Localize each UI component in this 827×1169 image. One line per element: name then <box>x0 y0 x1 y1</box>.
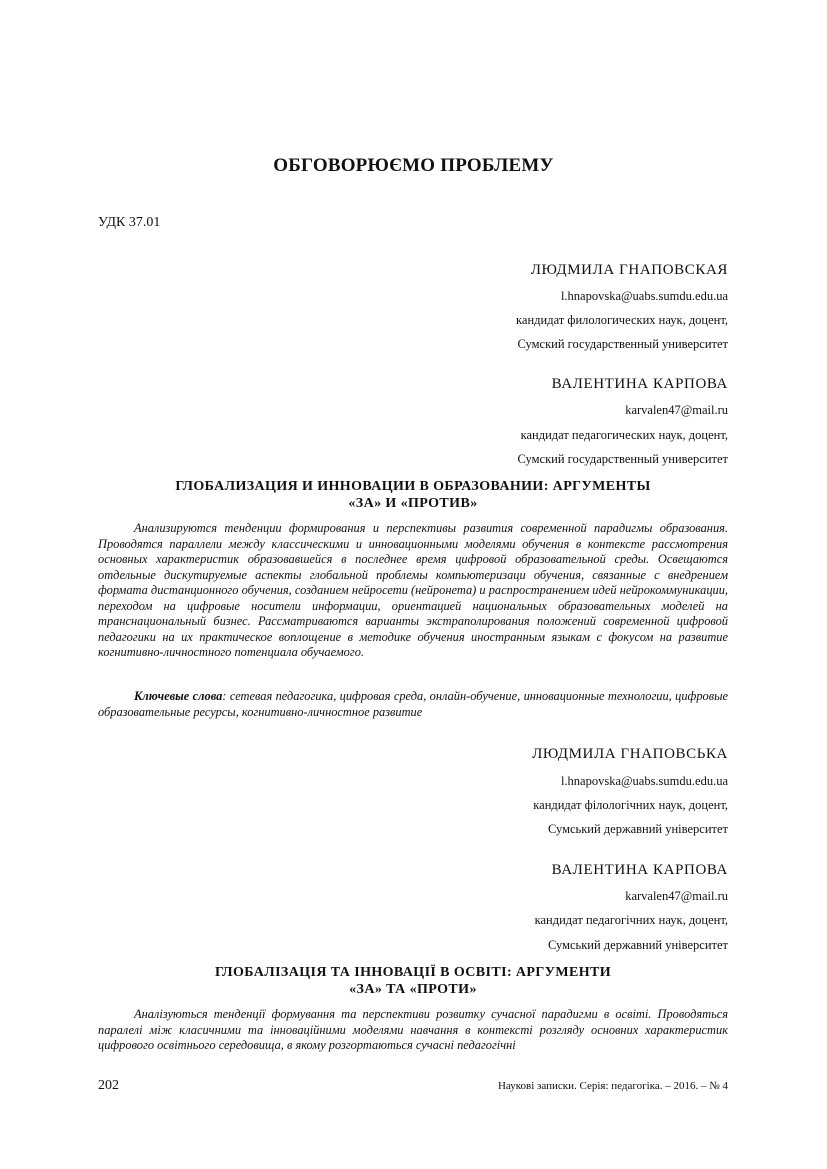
abstract-ua: Аналізуються тенденції формування та перспективи розвитку сучасної парадигми в освіті. Проводяться паралелі між класичними та інноваційними моделями навчання в контексті розгляду основних характеристик цифрового освітнього середовища, в якому розгортаються сучасні педагогічні <box>98 1007 728 1052</box>
udk-code: УДК 37.01 <box>98 215 161 230</box>
keywords-ru <box>98 689 728 720</box>
author-email: karvalen47@mail.ru <box>625 889 728 903</box>
article-title-ru <box>98 478 728 512</box>
article-title-line: «ЗА» И «ПРОТИВ» <box>348 496 478 511</box>
author-degree: кандидат филологических наук, доцент, <box>516 313 728 327</box>
author-email: karvalen47@mail.ru <box>625 403 728 417</box>
author-affiliation: Сумский государственный университет <box>517 337 728 351</box>
author-name: ВАЛЕНТИНА КАРПОВА <box>551 376 728 392</box>
author-degree: кандидат філологічних наук, доцент, <box>533 798 728 812</box>
author-email: l.hnapovska@uabs.sumdu.edu.ua <box>560 289 728 303</box>
abstract-ru: Анализируются тенденции формирования и перспективы развития современной парадигмы образования. Проводятся параллели между классическими и инновационными моделями обучения в контексте рассмотрения основных характеристик образовавшейся в последнее время цифровой образовательной среды. Освещаются отдельные дискутируемые аспекты глобальной проблемы компьютеризаци обучения, связанные с внедрением формата дистанционного обучения, созданием нейросети (нейронета) и распространением идей нейрокоммуникации, переходом на цифровые носители информации, ориентацией национальных образовательных моделей на транснациональный бизнес. Рассматриваются варианты экстраполирования положений современной цифровой педагогики на их практическое воплощение в методике обучения иностранным языкам с фокусом на развитие когнитивно-личностного потенциала обучаемого. <box>98 521 728 659</box>
keywords-text: : сетевая педагогика, цифровая среда, онлайн-обучение, инновационные технологии, цифровые образовательные ресурсы, когнитивно-личностное развитие <box>98 689 728 719</box>
author-name: ЛЮДМИЛА ГНАПОВСЬКА <box>532 746 728 762</box>
author-affiliation: Сумський державний університет <box>547 938 728 952</box>
author-affiliation: Сумський державний університет <box>547 822 728 836</box>
article-title-ua <box>98 964 728 998</box>
author-email: l.hnapovska@uabs.sumdu.edu.ua <box>560 774 728 788</box>
author-degree: кандидат педагогічних наук, доцент, <box>534 913 728 927</box>
author-affiliation: Сумский государственный университет <box>517 452 728 466</box>
page-number: 202 <box>98 1078 119 1093</box>
author-name: ЛЮДМИЛА ГНАПОВСКАЯ <box>530 262 728 278</box>
journal-footer: Наукові записки. Серія: педагогіка. – 2016. – № 4 <box>497 1080 728 1092</box>
article-title-line: «ЗА» ТА «ПРОТИ» <box>349 982 477 997</box>
author-degree: кандидат педагогических наук, доцент, <box>520 428 728 442</box>
keywords-label: Ключевые слова <box>134 689 223 703</box>
section-title: ОБГОВОРЮЄМО ПРОБЛЕМУ <box>273 155 554 176</box>
author-name: ВАЛЕНТИНА КАРПОВА <box>551 862 728 878</box>
article-title-line: ГЛОБАЛІЗАЦІЯ ТА ІННОВАЦІЇ В ОСВІТІ: АРГУМЕНТИ <box>214 965 612 980</box>
article-title-line: ГЛОБАЛИЗАЦИЯ И ИННОВАЦИИ В ОБРАЗОВАНИИ: АРГУМЕНТЫ <box>175 479 651 494</box>
